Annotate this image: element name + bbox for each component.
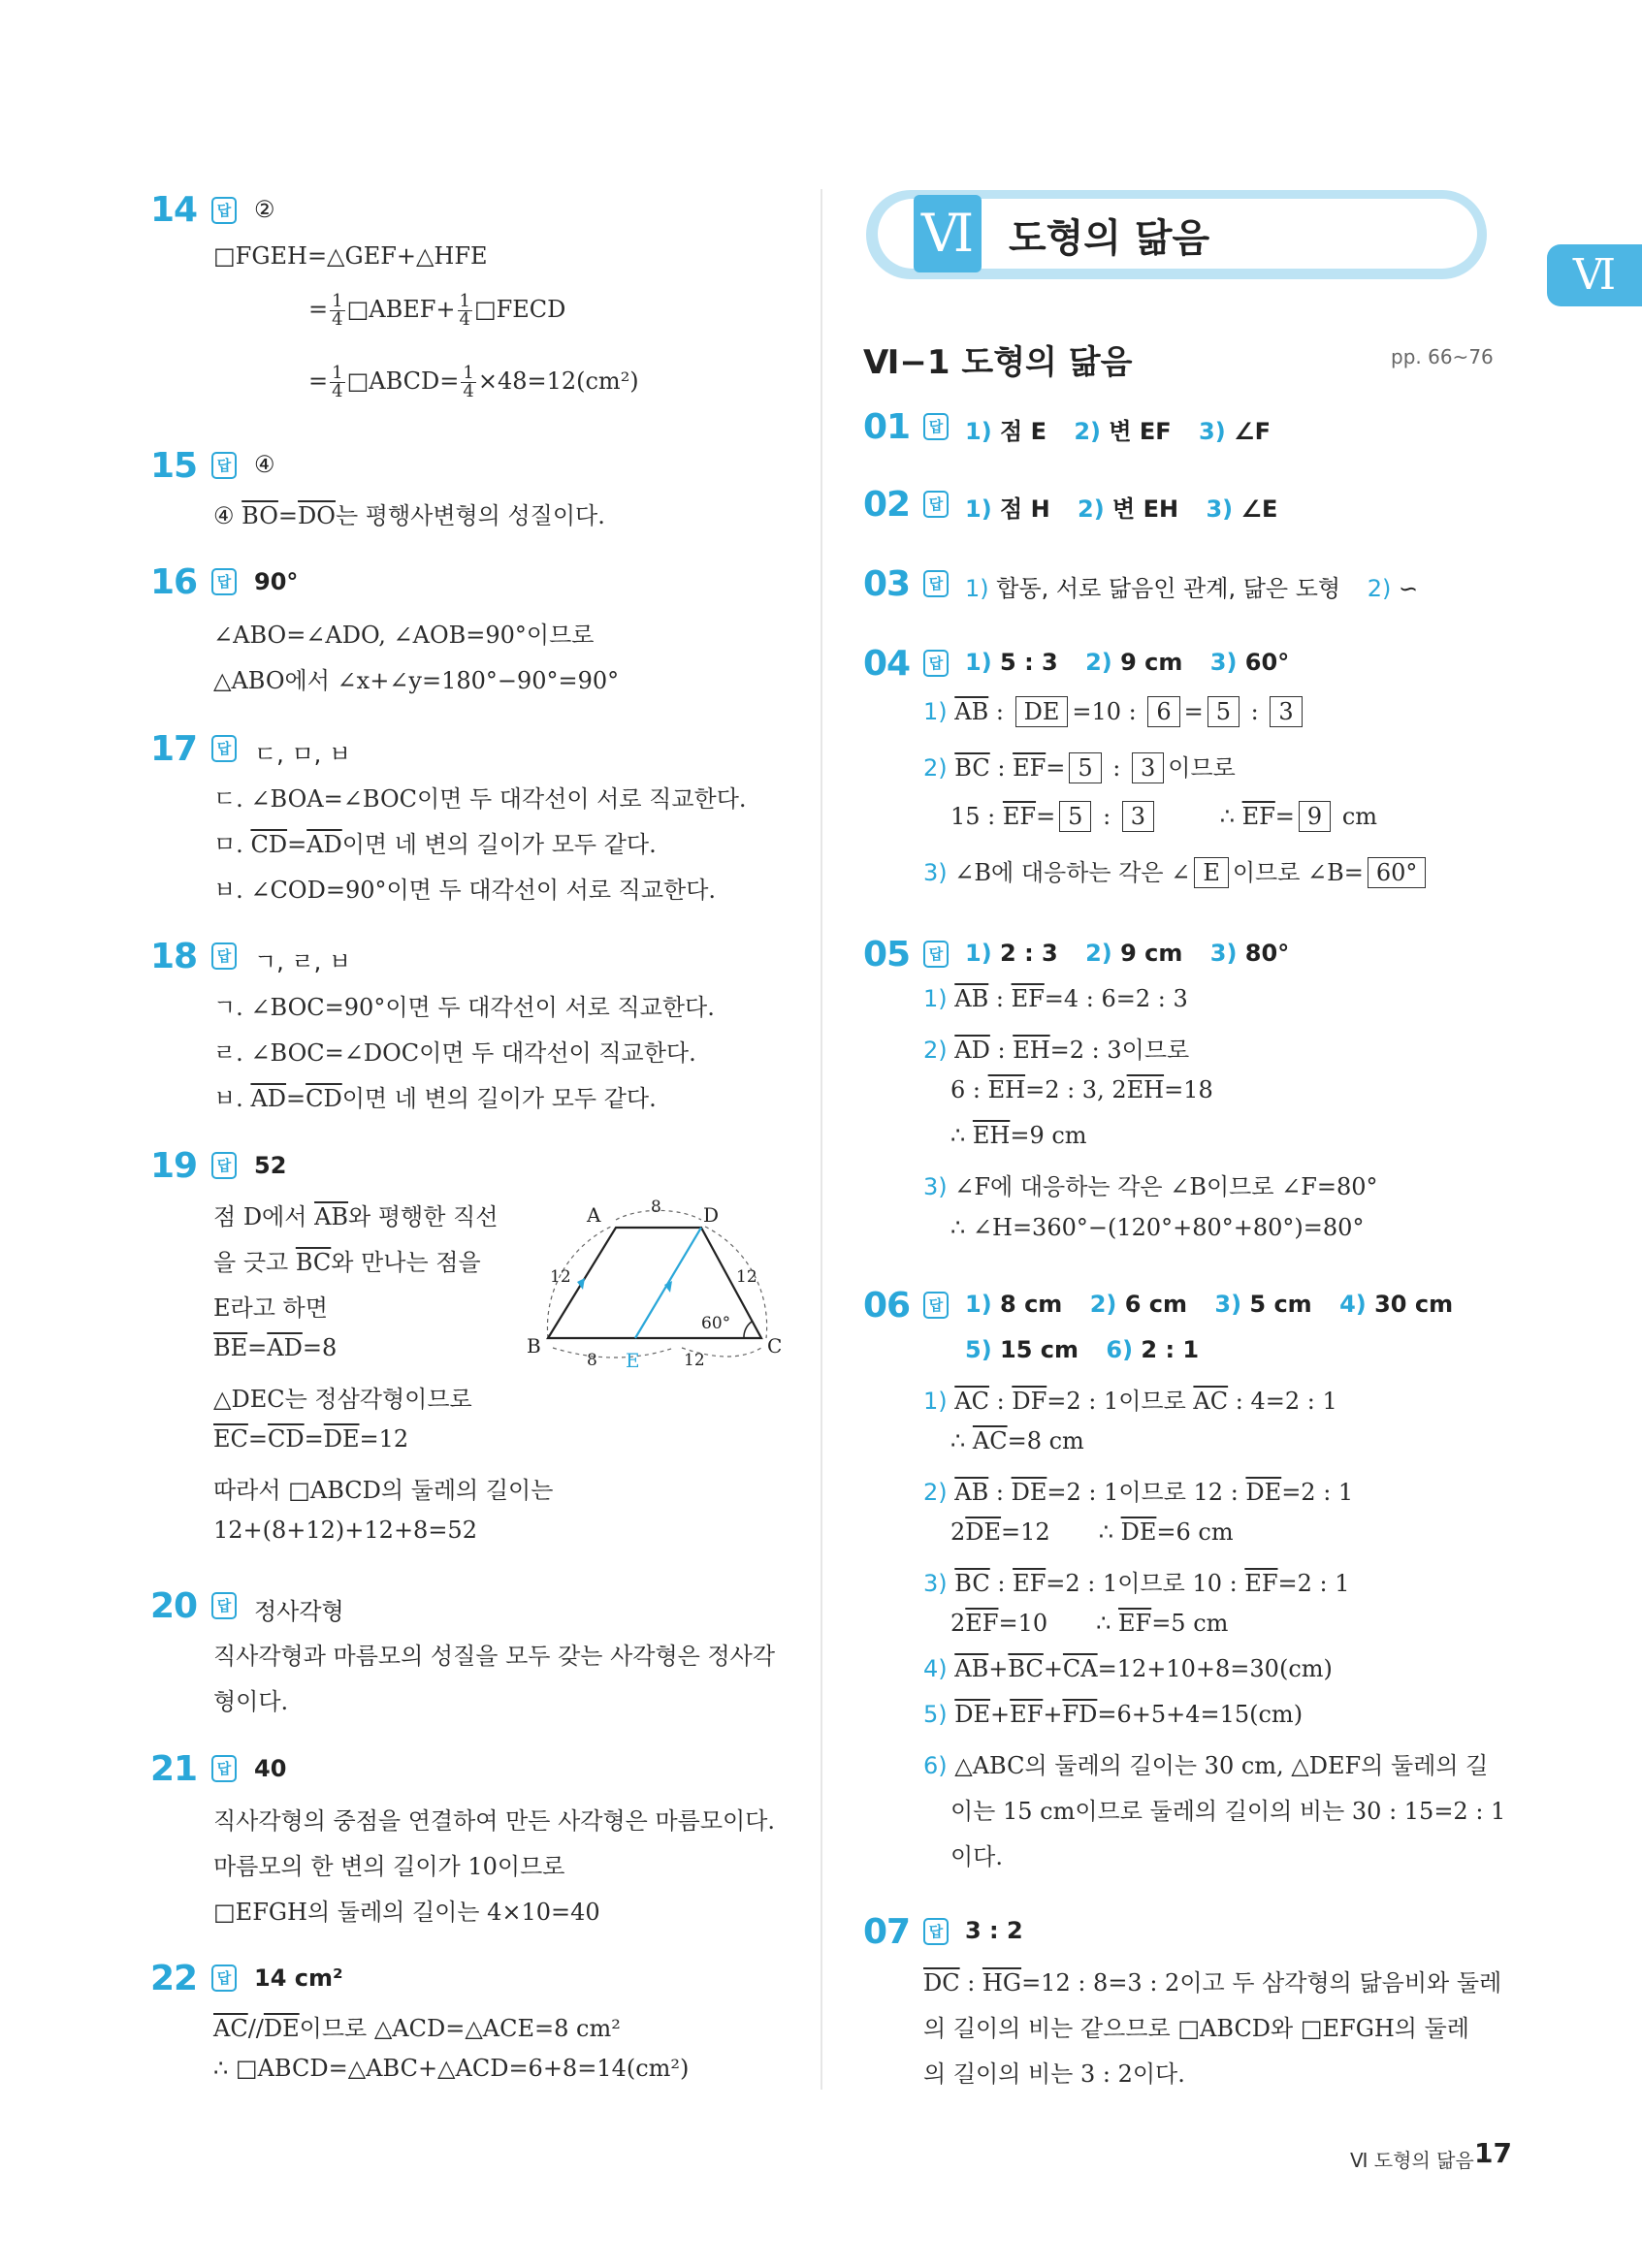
solution-line: 2) $\overline{AB}$ : $\overline{DE}=2$ : 1이므로 12 : $\overline{DE}=2$ : 1 (923, 1479, 1354, 1506)
problem-number: 07 (863, 1912, 911, 1952)
problem-number: 18 (150, 937, 198, 976)
solution-line: 5) $\overline{DE}+\overline{EF}+\overline{FD}=6+5+4=15(cm)$ (923, 1701, 1304, 1728)
answer-badge: 답 (211, 1755, 237, 1782)
angle-label: 60° (701, 1314, 731, 1333)
problem-number: 19 (150, 1146, 198, 1186)
solution-line: 이는 15 cm이므로 둘레의 길이의 비는 30 : 15=2 : 1 (950, 1798, 1506, 1825)
problem-number: 05 (863, 935, 911, 974)
problem-number: 22 (150, 1959, 198, 1998)
fraction: $\frac{1}{4}$ (332, 291, 343, 330)
problem-number: 20 (150, 1586, 198, 1626)
answer-value: ㄷ, ㅁ, ㅂ (254, 741, 352, 768)
answer-badge: 답 (923, 650, 949, 677)
solution-line: 2) $\overline{AD}$ : $\overline{EH}=2$ : 3이므로 (923, 1037, 1190, 1064)
answer-badge: 답 (211, 735, 237, 762)
problem-number: 14 (150, 190, 198, 230)
solution-line: △DEC는 정삼각형이므로 (213, 1386, 472, 1413)
solution-line: ∴ □ABCD=△ABC+△ACD=6+8=14(cm²) (213, 2055, 690, 2082)
answer-badge: 답 (211, 197, 237, 224)
solution-line: ④ $\overline{BO}=\overline{DO}$는 평행사변형의 성질이다. (213, 502, 605, 529)
solution-line: 12+(8+12)+12+8=52 (213, 1517, 477, 1544)
solution-line: ㅁ. $\overline{CD}=\overline{AD}$이면 네 변의 길이가 모두 같다. (213, 831, 657, 858)
solution-line: ㅂ. ∠COD=90°이면 두 대각선이 서로 직교한다. (213, 877, 717, 904)
angle-arc (744, 1322, 752, 1338)
problem-number: 21 (150, 1749, 198, 1789)
chapter-title: 도형의 닮음 (1009, 216, 1210, 261)
answer-value: 정사각형 (254, 1598, 344, 1625)
length-bottom-right: 12 (684, 1351, 705, 1367)
solution-line: 4) $\overline{AB}+\overline{BC}+\overline{CA}=12+10+8=30(cm)$ (923, 1655, 1333, 1682)
solution-line: $2\overline{DE}=12$ ∴ $\overline{DE}=6$ cm (950, 1518, 1234, 1546)
solution-line: ∴ $\overline{EH}=9$ cm (950, 1122, 1087, 1149)
solution-line: 형이다. (213, 1688, 289, 1715)
solution-line: 점 D에서 $\overline{AB}$와 평행한 직선 (213, 1203, 499, 1230)
label-e: E (626, 1349, 640, 1367)
solution-line: 1) $\overline{AB}$ : DE =10 : 6 = 5 : 3 (923, 696, 1306, 727)
label-c: C (767, 1334, 783, 1358)
solution-line: 직사각형과 마름모의 성질을 모두 갖는 사각형은 정사각 (213, 1643, 776, 1670)
chapter-side-tab: Ⅵ (1547, 244, 1642, 306)
answer-badge: 답 (923, 1918, 949, 1945)
answer-value: ④ (254, 451, 275, 478)
problem-number: 04 (863, 644, 911, 684)
dashed-arc-bottom-left (553, 1348, 674, 1358)
problem-number: 03 (863, 564, 911, 604)
solution-line: 6) △ABC의 둘레의 길이는 30 cm, △DEF의 둘레의 길 (923, 1752, 1489, 1779)
solution-line: ㄹ. ∠BOC=∠DOC이면 두 대각선이 직교한다. (213, 1039, 696, 1067)
length-bottom-left: 8 (587, 1351, 597, 1367)
page-number: 17 (1474, 2137, 1512, 2169)
answer-badge: 답 (923, 413, 949, 440)
solution-line: $\overline{EC}=\overline{CD}=\overline{DE}=12$ (213, 1425, 409, 1453)
solution-line: 15 : $\overline{EF}= 5$ : 3 ∴ $\overline{EF}= 9$ cm (950, 803, 1378, 830)
solution-line: ㄱ. ∠BOC=90°이면 두 대각선이 서로 직교한다. (213, 994, 715, 1021)
answer-badge: 답 (923, 491, 949, 518)
chapter-number: Ⅵ (914, 195, 982, 272)
solution-line: $\overline{BE}=\overline{AD}=8$ (213, 1334, 338, 1361)
solution-line: 따라서 □ABCD의 둘레의 길이는 (213, 1477, 554, 1504)
solution-line: 3) ∠F에 대응하는 각은 ∠B이므로 ∠F=80° (923, 1173, 1378, 1200)
answer-badge: 답 (923, 941, 949, 968)
solution-line: ∠ABO=∠ADO, ∠AOB=90°이므로 (213, 622, 595, 649)
solution-line: = $\frac{1}{4}$ □ABCD= $\frac{1}{4}$ ×48=12(cm²) (308, 363, 639, 401)
answer-line: 1) 5 : 3 2) 9 cm 3) 60° (965, 649, 1290, 676)
length-right: 12 (736, 1267, 757, 1287)
answer-badge: 답 (211, 568, 237, 595)
footer-chapter-label: Ⅵ 도형의 닮음 (1350, 2149, 1474, 2172)
label-b: B (527, 1334, 541, 1358)
solution-line: $\overline{AC}//\overline{DE}$이므로 △ACD=△ACE=8 cm² (213, 2015, 621, 2042)
answer-line: 1) 점 E 2) 변 EF 3) ∠F (965, 418, 1271, 445)
answer-badge: 답 (211, 452, 237, 479)
fraction: $\frac{1}{4}$ (463, 363, 474, 401)
answer-badge: 답 (923, 1292, 949, 1319)
solution-line: $2\overline{EF}=10$ ∴ $\overline{EF}=5$ cm (950, 1610, 1229, 1637)
answer-badge: 답 (211, 1592, 237, 1619)
solution-line: 3) $\overline{BC}$ : $\overline{EF}=2$ : 1이므로 10 : $\overline{EF}=2$ : 1 (923, 1570, 1350, 1597)
answer-badge: 답 (211, 1152, 237, 1179)
fraction: $\frac{1}{4}$ (332, 363, 343, 401)
problem-number: 06 (863, 1286, 911, 1326)
solution-line: 직사각형의 중점을 연결하여 만든 사각형은 마름모이다. (213, 1807, 776, 1835)
solution-line: 을 긋고 $\overline{BC}$와 만나는 점을 (213, 1249, 481, 1276)
solution-line: 이다. (950, 1843, 1003, 1870)
solution-line: 마름모의 한 변의 길이가 10이므로 (213, 1853, 565, 1880)
problem-number: 16 (150, 562, 198, 602)
answer-badge: 답 (923, 570, 949, 597)
answer-line: 5) 15 cm 6) 2 : 1 (965, 1336, 1200, 1363)
answer-value: 90° (254, 568, 299, 595)
solution-line: 6 : $\overline{EH}=2$ : 3, $2\overline{EH}=18$ (950, 1076, 1213, 1103)
section-pages: pp. 66~76 (1391, 345, 1494, 368)
problem-number: 02 (863, 485, 911, 525)
fraction: $\frac{1}{4}$ (459, 291, 470, 330)
label-a: A (587, 1203, 601, 1227)
answer-value: ② (254, 196, 275, 223)
solution-line: 2) $\overline{BC}$ : $\overline{EF}= 5$ : 3 이므로 (923, 754, 1236, 782)
answer-line: 1) 점 H 2) 변 EH 3) ∠E (965, 495, 1278, 523)
solution-line: ∴ ∠H=360°−(120°+80°+80°)=80° (950, 1214, 1365, 1241)
label-d: D (703, 1203, 720, 1227)
answer-value: 3 : 2 (965, 1917, 1023, 1944)
answer-line: 1) 2 : 3 2) 9 cm 3) 80° (965, 940, 1290, 967)
answer-line: 1) 합동, 서로 닮음인 관계, 닮은 도형 2) ∽ (965, 575, 1419, 602)
answer-badge: 답 (211, 1965, 237, 1992)
problem-number: 01 (863, 407, 911, 447)
answer-value: 52 (254, 1152, 287, 1179)
solution-line: ㅂ. $\overline{AD}=\overline{CD}$이면 네 변의 길이가 모두 같다. (213, 1085, 657, 1112)
solution-line: = $\frac{1}{4}$ □ABEF+ $\frac{1}{4}$ □FECD (308, 291, 566, 330)
section-title: Ⅵ−1 도형의 닮음 (863, 343, 1133, 382)
trapezoid-figure (519, 1193, 800, 1367)
answer-value: 14 cm² (254, 1965, 343, 1992)
answer-value: ㄱ, ㄹ, ㅂ (254, 948, 352, 975)
column-divider (821, 189, 822, 2090)
length-top: 8 (651, 1198, 661, 1217)
solution-line: ∴ $\overline{AC}=8$ cm (950, 1427, 1084, 1454)
solution-line: □EFGH의 둘레의 길이는 4×10=40 (213, 1899, 600, 1926)
solution-line: 3) ∠B에 대응하는 각은 ∠ E 이므로 ∠B= 60° (923, 853, 1430, 888)
problem-number: 17 (150, 729, 198, 769)
answer-line: 1) 8 cm 2) 6 cm 3) 5 cm 4) 30 cm (965, 1291, 1454, 1318)
solution-line: E라고 하면 (213, 1294, 328, 1322)
length-left: 12 (550, 1267, 571, 1287)
solution-line: □FGEH=△GEF+△HFE (213, 242, 488, 270)
solution-line: 1) $\overline{AB}$ : $\overline{EF}=4$ : 6=2 : 3 (923, 985, 1188, 1012)
solution-line: $\overline{DC}$ : $\overline{HG}=12$ : 8=3 : 2이고 두 삼각형의 닮음비와 둘레 (923, 1969, 1502, 1996)
solution-line: 1) $\overline{AC}$ : $\overline{DF}=2$ : 1이므로 $\overline{AC}$ : 4=2 : 1 (923, 1388, 1337, 1415)
solution-line: ㄷ. ∠BOA=∠BOC이면 두 대각선이 서로 직교한다. (213, 785, 747, 813)
solution-line: 의 길이의 비는 3 : 2이다. (923, 2060, 1185, 2088)
solution-line: 의 길이의 비는 같으므로 □ABCD와 □EFGH의 둘레 (923, 2015, 1469, 2042)
problem-number: 15 (150, 446, 198, 486)
answer-value: 40 (254, 1755, 287, 1782)
answer-badge: 답 (211, 942, 237, 970)
solution-line: △ABO에서 ∠x+∠y=180°−90°=90° (213, 667, 620, 694)
